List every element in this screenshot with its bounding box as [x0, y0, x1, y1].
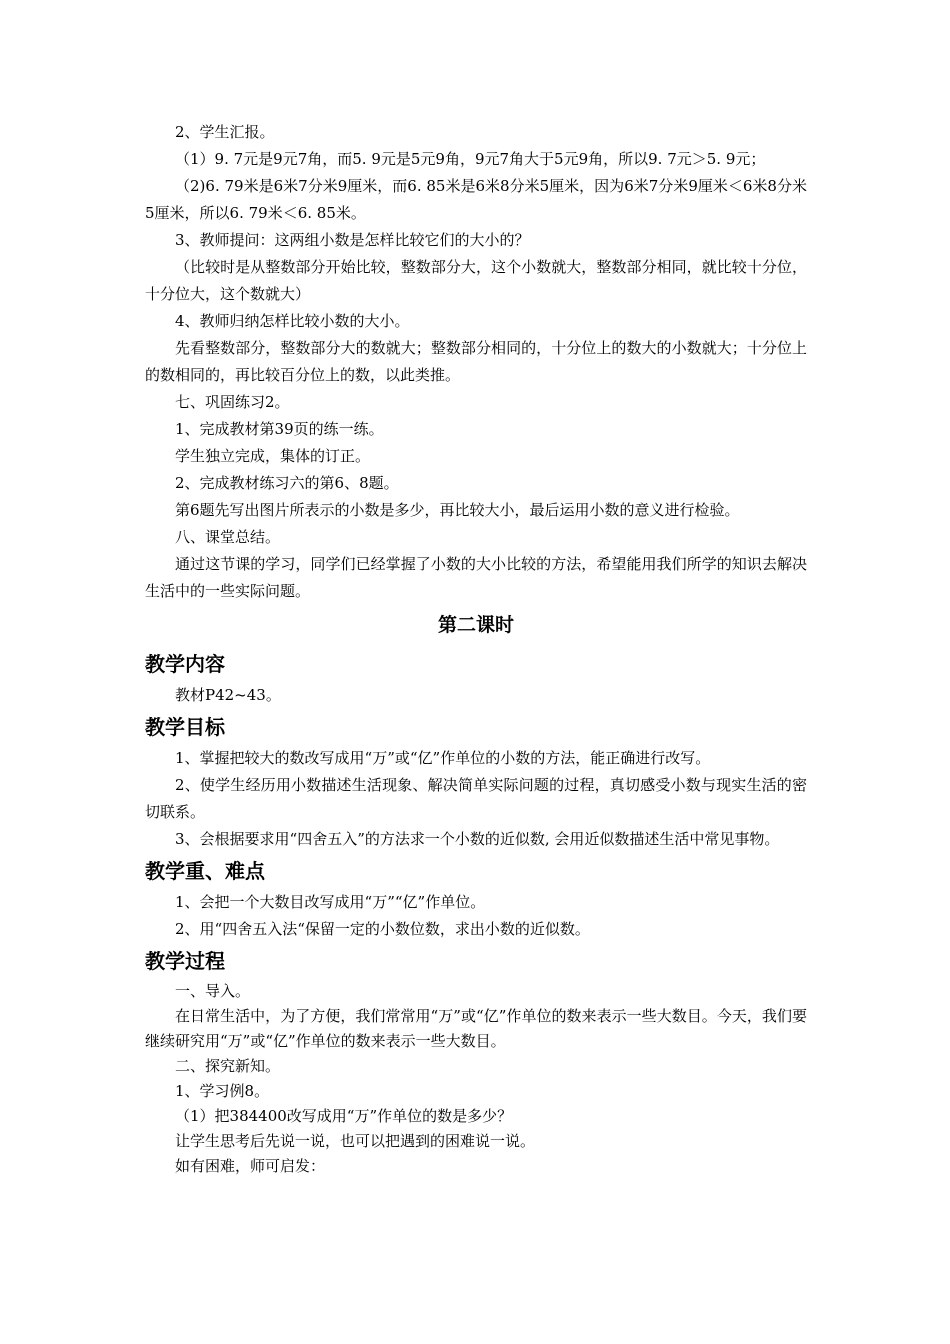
document-body — [145, 119, 807, 1179]
paragraph: 通过这节课的学习，同学们已经掌握了小数的大小比较的方法，希望能用我们所学的知识去解决生活中的一些实际问题。 — [145, 555, 807, 600]
paragraph: 2、完成教材练习六的第6、8题。 — [175, 474, 399, 492]
process-item: 如有困难，师可启发： — [175, 1157, 326, 1175]
paragraph: （1）9. 7元是9元7角，而5. 9元是5元9角，9元7角大于5元9角，所以9. 7元＞5. 9元； — [175, 150, 766, 168]
process-item: 在日常生活中，为了方便，我们常常用“万”或“亿”作单位的数来表示一些大数目。今天，我们要继续研究用“万”或“亿”作单位的数来表示一些大数目。 — [145, 1007, 807, 1050]
paragraph: （2)6. 79米是6米7分米9厘米，而6. 85米是6米8分米5厘米，因为6米7分米9厘米＜6米8分米5厘米，所以6. 79米＜6. 85米。 — [145, 177, 807, 222]
paragraph: 2、学生汇报。 — [175, 123, 275, 141]
goal-item: 1、掌握把较大的数改写成用“万”或“亿”作单位的小数的方法，能正确进行改写。 — [175, 749, 711, 767]
key-point-item: 2、用“四舍五入法“保留一定的小数位数，求出小数的近似数。 — [175, 920, 590, 938]
lesson-title: 第二课时 — [437, 614, 514, 636]
key-points-heading: 教学重、难点 — [145, 859, 265, 883]
paragraph: 八、课堂总结。 — [175, 528, 281, 546]
paragraph: 1、完成教材第39页的练一练。 — [175, 420, 384, 438]
paragraph: 第6题先写出图片所表示的小数是多少，再比较大小，最后运用小数的意义进行检验。 — [175, 501, 740, 519]
process-item: 让学生思考后先说一说，也可以把遇到的困难说一说。 — [175, 1132, 536, 1150]
goals-heading: 教学目标 — [145, 715, 225, 739]
process-item: 一、导入。 — [175, 982, 251, 1000]
paragraph: 先看整数部分，整数部分大的数就大；整数部分相同的，十分位上的数大的小数就大；十分位上的数相同的，再比较百分位上的数，以此类推。 — [145, 339, 807, 384]
paragraph: 3、教师提问：这两组小数是怎样比较它们的大小的？ — [175, 231, 530, 249]
paragraph: 教材P42~43。 — [175, 686, 281, 704]
process-item: 二、探究新知。 — [175, 1057, 281, 1075]
process-heading: 教学过程 — [145, 949, 225, 973]
paragraph: 4、教师归纳怎样比较小数的大小。 — [175, 312, 410, 330]
paragraph: 学生独立完成，集体的订正。 — [175, 447, 371, 465]
process-item: （1）把384400改写成用“万”作单位的数是多少？ — [175, 1107, 513, 1125]
goal-item: 2、使学生经历用小数描述生活现象、解决简单实际问题的过程，真切感受小数与现实生活的密切联系。 — [145, 776, 807, 821]
key-point-item: 1、会把一个大数目改写成用“万”“亿”作单位。 — [175, 893, 486, 911]
goal-item: 3、会根据要求用“四舍五入”的方法求一个小数的近似数, 会用近似数描述生活中常见事物。 — [175, 830, 780, 848]
content-heading: 教学内容 — [145, 652, 225, 676]
paragraph: （比较时是从整数部分开始比较，整数部分大，这个小数就大，整数部分相同，就比较十分位，十分位大，这个数就大） — [145, 258, 807, 303]
process-item: 1、学习例8。 — [175, 1082, 270, 1100]
paragraph: 七、巩固练习2。 — [175, 393, 290, 411]
